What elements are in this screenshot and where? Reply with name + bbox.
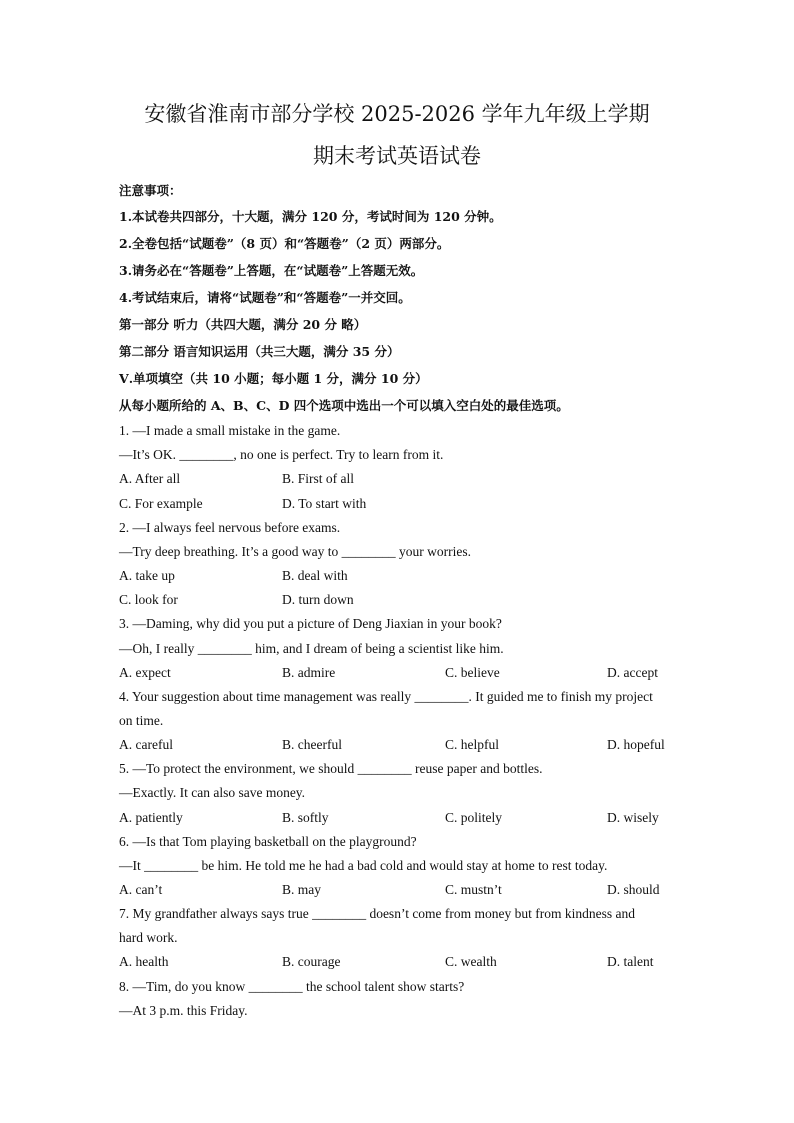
q3-option-b: B. admire [282, 665, 336, 680]
q2-options-row1 [119, 568, 679, 586]
note-4: 4.考试结束后，请将“试题卷”和“答题卷”一并交回。 [119, 290, 411, 305]
q6-line2: —It ________ be him. He told me he had a bad cold and would stay at home to rest today. [119, 858, 608, 873]
q1-options-row1 [119, 471, 679, 489]
q2-line1: 2. —I always feel nervous before exams. [119, 520, 341, 535]
q5-options [119, 810, 679, 828]
q4-line1: 4. Your suggestion about time management was really ________. It guided me to finish my project [119, 689, 653, 704]
q4-option-c: C. helpful [445, 737, 499, 752]
q3-options [119, 665, 679, 683]
q6-options [119, 882, 679, 900]
q7-line2: hard work. [119, 930, 178, 945]
q6-option-d: D. should [607, 882, 660, 897]
q2-option-c: C. look for [119, 592, 178, 607]
q6-option-b: B. may [282, 882, 321, 897]
q6-option-c: C. mustn’t [445, 882, 502, 897]
q3-line2: —Oh, I really ________ him, and I dream of being a scientist like him. [119, 641, 504, 656]
q5-option-c: C. politely [445, 810, 502, 825]
q2-option-a: A. take up [119, 568, 175, 583]
q4-option-d: D. hopeful [607, 737, 665, 752]
q5-option-b: B. softly [282, 810, 329, 825]
note-3: 3.请务必在“答题卷”上答题，在“试题卷”上答题无效。 [119, 263, 424, 278]
q4-options [119, 737, 679, 755]
q7-option-a: A. health [119, 954, 169, 969]
q4-option-a: A. careful [119, 737, 173, 752]
notes-heading: 注意事项： [119, 183, 182, 198]
q2-options-row2 [119, 592, 679, 610]
q1-option-c: C. For example [119, 496, 203, 511]
q5-line2: —Exactly. It can also save money. [119, 785, 306, 800]
q3-option-c: C. believe [445, 665, 500, 680]
q2-line2: —Try deep breathing. It’s a good way to ________ your worries. [119, 544, 471, 559]
q7-option-c: C. wealth [445, 954, 497, 969]
q1-line1: 1. —I made a small mistake in the game. [119, 423, 341, 438]
q5-option-a: A. patiently [119, 810, 183, 825]
q7-options [119, 954, 679, 972]
note-2: 2.全卷包括“试题卷”（8 页）和“答题卷”（2 页）两部分。 [119, 236, 450, 251]
part2-heading: 第二部分 语言知识运用（共三大题，满分 35 分） [119, 344, 400, 359]
q2-option-d: D. turn down [282, 592, 354, 607]
q4-option-b: B. cheerful [282, 737, 342, 752]
q1-option-a: A. After all [119, 471, 181, 486]
q2-option-b: B. deal with [282, 568, 348, 583]
part1-heading: 第一部分 听力（共四大题，满分 20 分 略） [119, 317, 367, 332]
q5-option-d: D. wisely [607, 810, 659, 825]
q7-option-d: D. talent [607, 954, 654, 969]
q1-options-row2 [119, 496, 679, 514]
q3-option-d: D. accept [607, 665, 658, 680]
q5-line1: 5. —To protect the environment, we should ________ reuse paper and bottles. [119, 761, 543, 776]
q6-option-a: A. can’t [119, 882, 163, 897]
exam-title-line1: 安徽省淮南市部分学校 2025-2026 学年九年级上学期 [144, 102, 650, 126]
q1-line2: —It’s OK. ________, no one is perfect. Try to learn from it. [119, 447, 444, 462]
q3-line1: 3. —Daming, why did you put a picture of Deng Jiaxian in your book? [119, 616, 502, 631]
section5-instruction: 从每小题所给的 A、B、C、D 四个选项中选出一个可以填入空白处的最佳选项。 [119, 398, 569, 413]
note-1: 1.本试卷共四部分，十大题，满分 120 分，考试时间为 120 分钟。 [119, 209, 502, 224]
exam-title-line2: 期末考试英语试卷 [313, 144, 481, 168]
section5-heading: Ⅴ.单项填空（共 10 小题；每小题 1 分，满分 10 分） [119, 371, 428, 386]
q4-line2: on time. [119, 713, 164, 728]
q3-option-a: A. expect [119, 665, 171, 680]
q1-option-d: D. To start with [282, 496, 367, 511]
q6-line1: 6. —Is that Tom playing basketball on the playground? [119, 834, 417, 849]
q8-line1: 8. —Tim, do you know ________ the school talent show starts? [119, 979, 465, 994]
q8-line2: —At 3 p.m. this Friday. [119, 1003, 248, 1018]
q7-option-b: B. courage [282, 954, 341, 969]
q1-option-b: B. First of all [282, 471, 355, 486]
q7-line1: 7. My grandfather always says true ________ doesn’t come from money but from kindness and [119, 906, 636, 921]
